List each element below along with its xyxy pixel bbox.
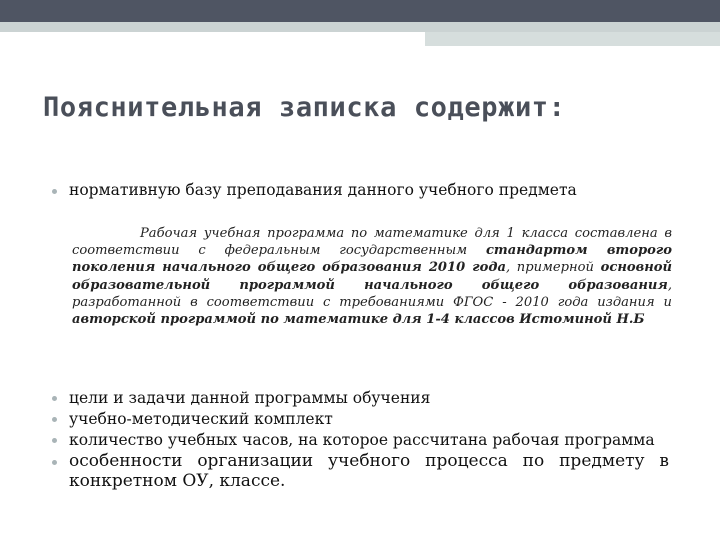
bullet-icon	[52, 417, 57, 422]
bullet-text: цели и задачи данной программы обучения	[69, 389, 431, 407]
list-item	[52, 410, 333, 428]
list-item	[52, 181, 577, 199]
para-emphasis: основной образовательной программой начального общего образования	[72, 260, 672, 293]
bullet-icon	[52, 189, 57, 194]
bullet-text: учебно-методический комплект	[69, 410, 333, 428]
para-text: , разработанной в соответствии с требованиями ФГОС - 2010 года издания и	[72, 277, 672, 310]
list-item	[52, 431, 655, 449]
bullet-text: количество учебных часов, на которое рассчитана рабочая программа	[69, 431, 655, 449]
program-description	[72, 225, 672, 328]
para-text: Рабочая учебная программа по математике для 1 класса составлена в соответствии с федеральным государственным	[72, 226, 672, 259]
bullet-text: нормативную базу преподавания данного учебного предмета	[69, 181, 577, 199]
slide-title: Пояснительная записка содержит:	[43, 92, 566, 123]
para-text: , примерной	[505, 260, 601, 276]
list-item	[52, 389, 430, 407]
para-emphasis: стандартом второго поколения начального общего образования 2010 года	[72, 243, 672, 276]
bullet-icon	[52, 396, 57, 401]
top-band	[0, 22, 720, 32]
bullet-icon	[52, 460, 57, 465]
para-emphasis: авторской программой по математике для 1-4 классов Истоминой Н.Б	[72, 312, 645, 328]
bullet-icon	[52, 438, 57, 443]
list-item	[52, 451, 672, 491]
bullet-text: особенности организации учебного процесса по предмету в конкретном ОУ, классе.	[69, 451, 669, 491]
top-bar	[0, 0, 720, 22]
top-band-accent	[425, 32, 720, 46]
